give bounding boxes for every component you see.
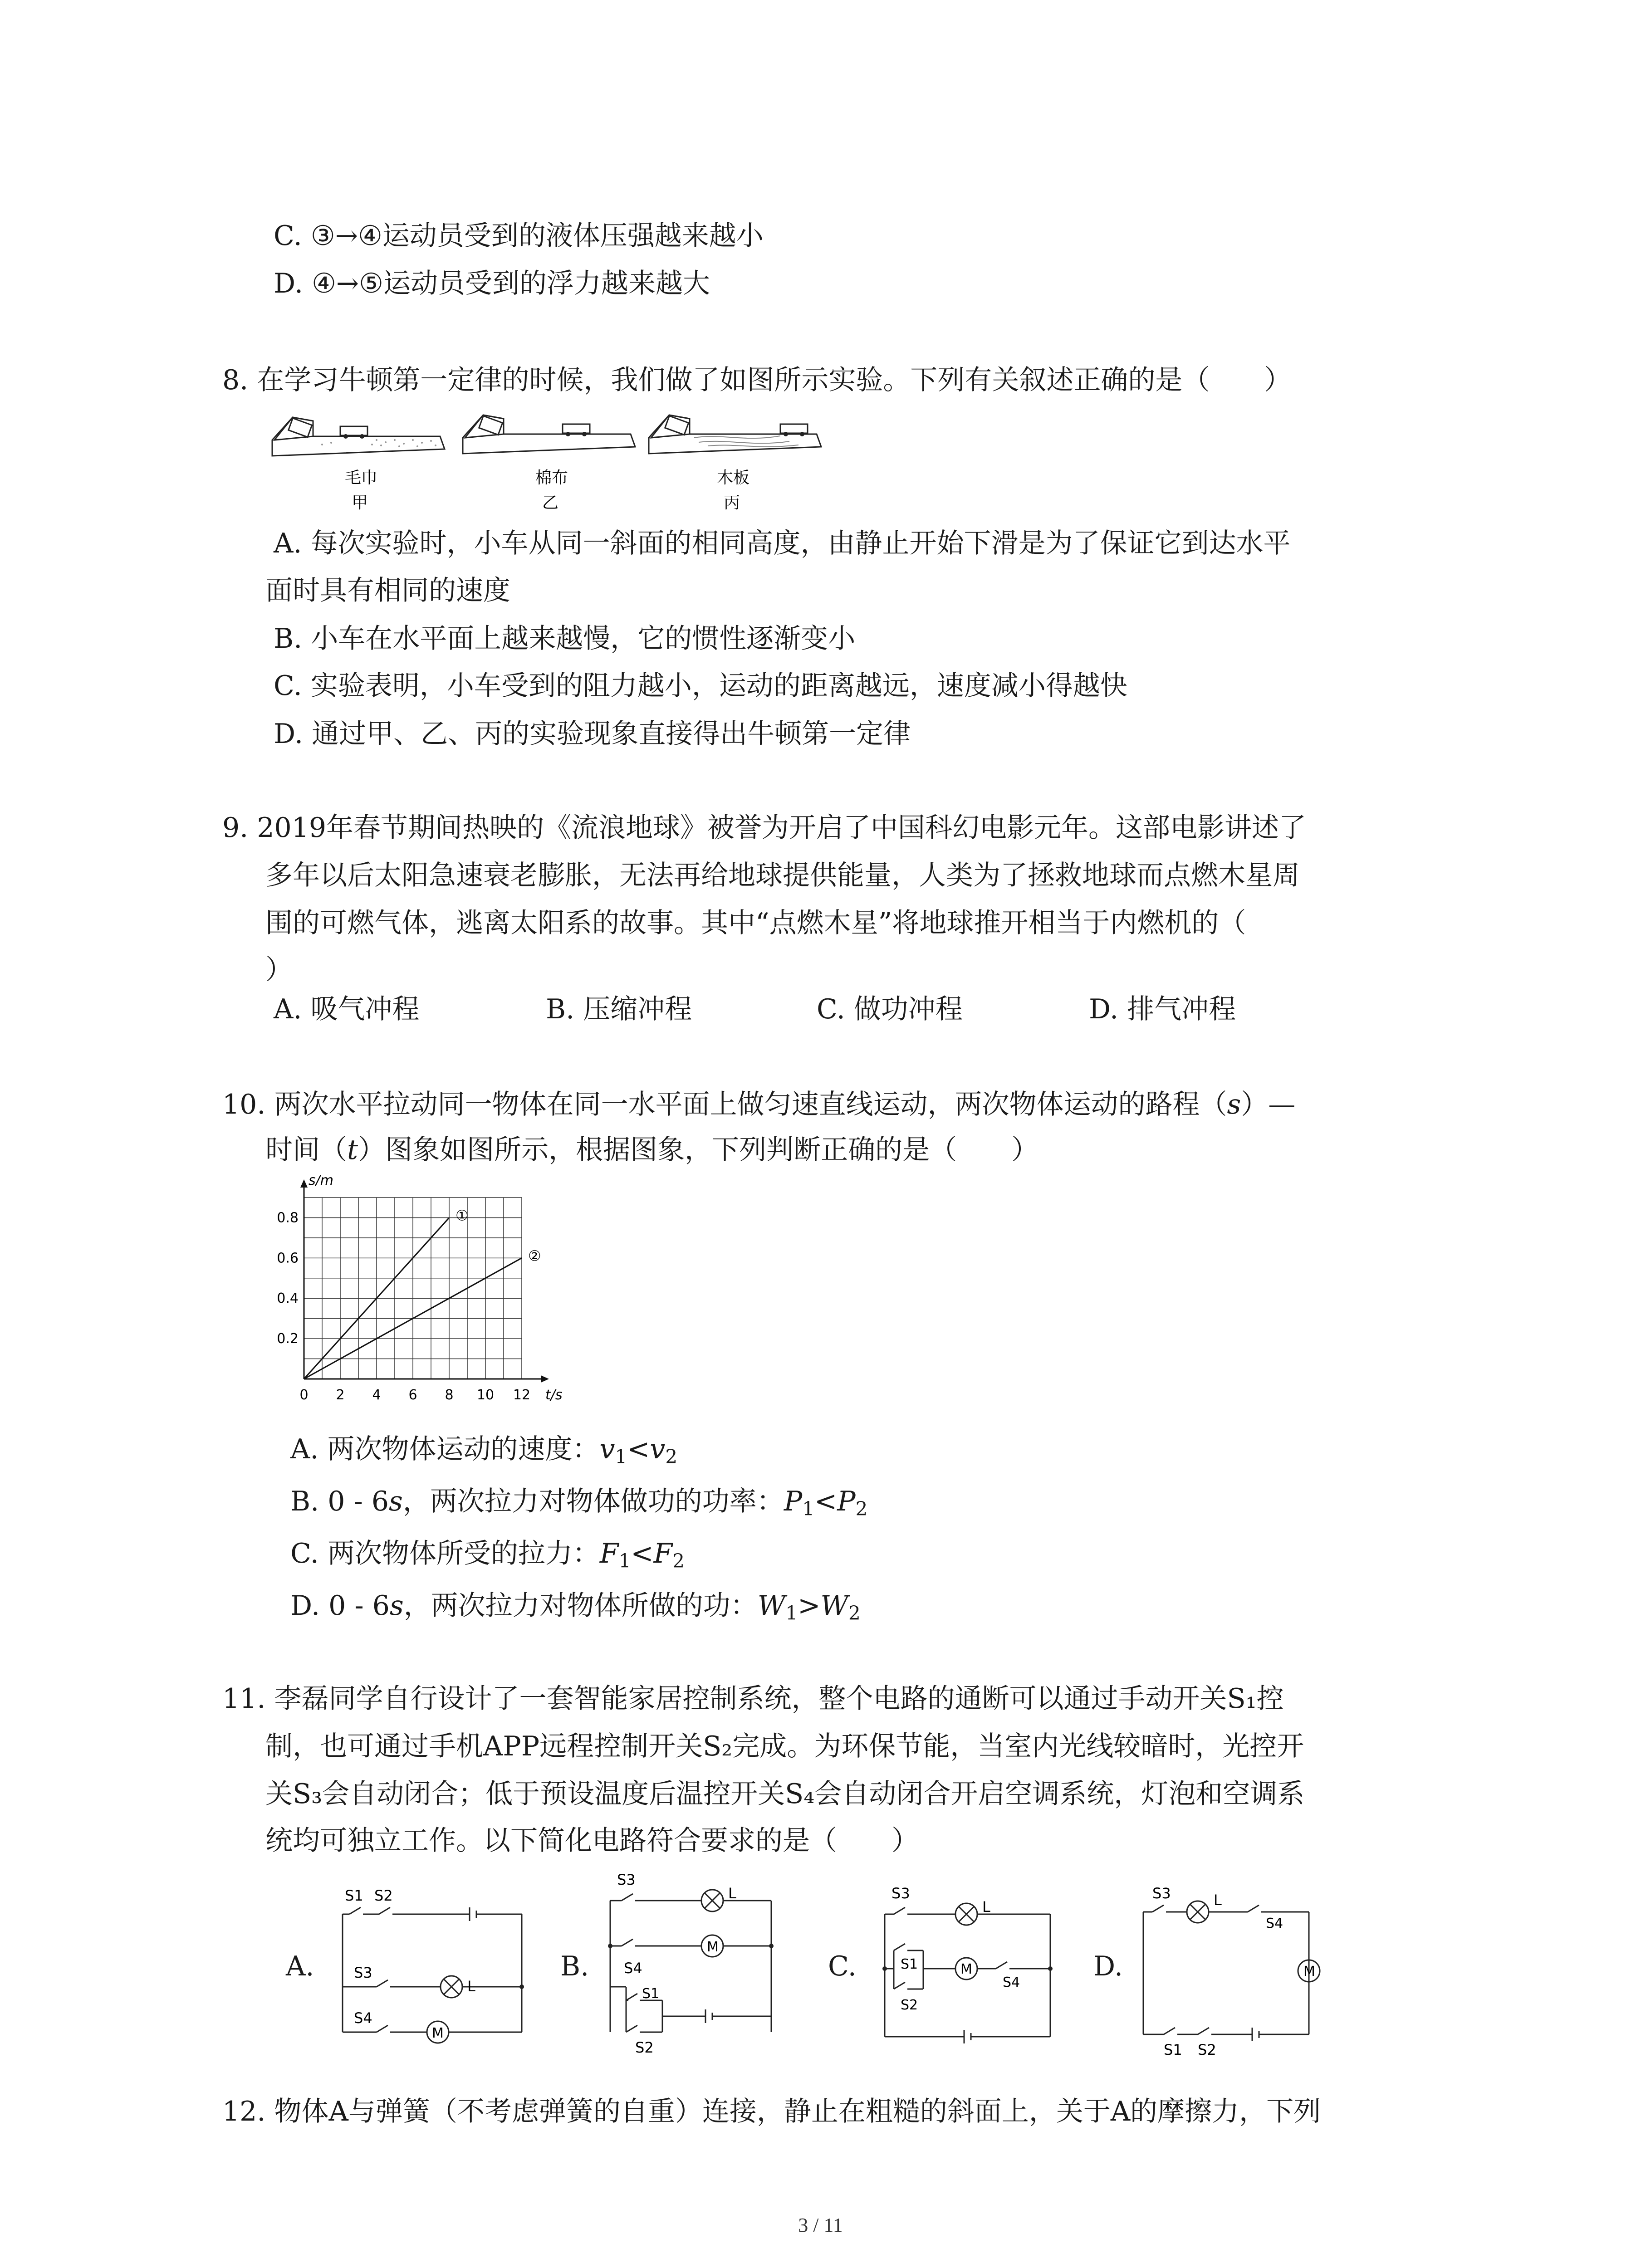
- q7-option-d: D. ④→⑤运动员受到的浮力越来越大: [274, 268, 710, 299]
- q10-option-a: A. 两次物体运动的速度：$v_1<v_2$: [290, 1433, 678, 1468]
- label-s3: S3: [892, 1885, 910, 1902]
- label-s3: S3: [1152, 1885, 1171, 1902]
- q11-stem-line1: 11. 李磊同学自行设计了一套智能家居控制系统，整个电路的通断可以通过手动开关S₁控: [222, 1683, 1284, 1715]
- fig-label-towel: 毛巾: [345, 469, 378, 487]
- label-s2: S2: [635, 2039, 654, 2056]
- q9-option-d: D. 排气冲程: [1089, 993, 1236, 1025]
- label-s4: S4: [624, 1960, 642, 1977]
- q12-stem-line1: 12. 物体A与弹簧（不考虑弹簧的自重）连接，静止在粗糙的斜面上，关于A的摩擦力，下列: [222, 2096, 1321, 2127]
- q11-option-a-label: A.: [286, 1950, 314, 1982]
- y-tick-label: 0.6: [277, 1250, 299, 1266]
- y-axis-label: s/m: [309, 1175, 333, 1188]
- q8-option-d: D. 通过甲、乙、丙的实验现象直接得出牛顿第一定律: [274, 718, 911, 750]
- slope-wood: [649, 415, 821, 454]
- label-lamp: L: [1214, 1892, 1222, 1909]
- label-s1: S1: [901, 1956, 918, 1972]
- q10-option-b: B. 0 - 6s，两次拉力对物体做功的功率：$P_1<P_2$: [290, 1486, 868, 1520]
- y-tick-label: 0.4: [277, 1290, 299, 1307]
- label-s3: S3: [617, 1871, 636, 1888]
- fig-label-yi: 乙: [542, 494, 559, 512]
- x-tick-label: 8: [445, 1387, 454, 1403]
- q9-stem-line1: 9. 2019年春节期间热映的《流浪地球》被誉为开启了中国科幻电影元年。这部电影讲述了: [222, 812, 1307, 844]
- label-s2: S2: [1198, 2041, 1216, 2058]
- q8-option-a-line2: 面时具有相同的速度: [265, 575, 510, 606]
- q10-option-c: C. 两次物体所受的拉力：$F_1<F_2$: [290, 1538, 685, 1572]
- q11-stem-line4: 统均可独立工作。以下简化电路符合要求的是（ ）: [265, 1825, 919, 1857]
- label-lamp: L: [728, 1885, 736, 1902]
- circuit-c: [873, 1878, 1064, 2059]
- label-motor: M: [707, 1939, 719, 1955]
- q8-figure: [268, 408, 853, 522]
- circuit-d: [1136, 1878, 1327, 2059]
- series-label-2: ②: [528, 1247, 541, 1265]
- y-tick-label: 0.2: [277, 1331, 299, 1347]
- q8-stem: 8. 在学习牛顿第一定律的时候，我们做了如图所示实验。下列有关叙述正确的是（ ）: [222, 364, 1292, 396]
- q10-option-d: D. 0 - 6s，两次拉力对物体所做的功：$W_1>W_2$: [290, 1590, 861, 1624]
- q11-option-c-label: C.: [828, 1950, 857, 1982]
- q7-option-c: C. ③→④运动员受到的液体压强越来越小: [274, 220, 764, 252]
- label-motor: M: [432, 2025, 444, 2041]
- y-tick-label: 0.8: [277, 1210, 299, 1226]
- slope-cotton: [463, 415, 635, 454]
- x-tick-label: 12: [513, 1387, 531, 1403]
- fig-label-wood: 木板: [717, 469, 750, 487]
- chart-axes: [300, 1179, 549, 1383]
- label-s1: S1: [642, 1986, 660, 2002]
- label-s4: S4: [1266, 1916, 1283, 1931]
- x-tick-label: 6: [408, 1387, 417, 1403]
- q9-stem-line3: 围的可燃气体，逃离太阳系的故事。其中“点燃木星”将地球推开相当于内燃机的（: [265, 907, 1246, 939]
- circuit-b: [603, 1864, 785, 2059]
- q11-option-d-label: D.: [1093, 1950, 1123, 1982]
- label-lamp: L: [982, 1898, 990, 1916]
- q9-stem-line4: ）: [265, 954, 293, 986]
- x-tick-label: 10: [476, 1387, 495, 1403]
- fig-label-jia: 甲: [352, 494, 368, 512]
- label-s3: S3: [354, 1964, 372, 1981]
- q8-option-b: B. 小车在水平面上越来越慢，它的惯性逐渐变小: [274, 623, 856, 655]
- q10-stem-line2: 时间（t）图象如图所示，根据图象，下列判断正确的是（ ）: [265, 1134, 1039, 1166]
- q8-option-a-line1: A. 每次实验时，小车从同一斜面的相同高度，由静止开始下滑是为了保证它到达水平: [274, 528, 1291, 559]
- x-tick-label: 0: [299, 1387, 309, 1403]
- label-s1: S1: [1164, 2041, 1182, 2058]
- slope-towel: [272, 417, 445, 456]
- circuit-a: [336, 1882, 535, 2055]
- q11-stem-line3: 关S₃会自动闭合；低于预设温度后温控开关S₄会自动闭合开启空调系统，灯泡和空调系: [265, 1778, 1305, 1810]
- series-label-1: ①: [456, 1207, 469, 1224]
- page-number: 3 / 11: [798, 2214, 843, 2236]
- q10-st-graph: [277, 1175, 585, 1406]
- label-motor: M: [1303, 1964, 1315, 1980]
- q11-stem-line2: 制，也可通过手机APP远程控制开关S₂完成。为环保节能，当室内光线较暗时，光控开: [265, 1730, 1304, 1762]
- label-lamp: L: [467, 1978, 475, 1995]
- y-axis-arrow: [300, 1179, 308, 1188]
- label-s4: S4: [1003, 1975, 1020, 1990]
- x-axis-arrow: [541, 1375, 549, 1383]
- label-s1: S1: [345, 1887, 363, 1904]
- chart-ticks: [277, 1175, 562, 1403]
- chart-grid: [304, 1198, 522, 1379]
- label-s4: S4: [354, 2009, 372, 2027]
- chart-series: [304, 1207, 541, 1379]
- q9-stem-line2: 多年以后太阳急速衰老膨胀，无法再给地球提供能量，人类为了拯救地球而点燃木星周: [265, 860, 1300, 891]
- q9-option-b: B. 压缩冲程: [546, 993, 692, 1025]
- x-axis-label: t/s: [545, 1387, 563, 1403]
- label-s2: S2: [374, 1887, 393, 1904]
- q9-option-c: C. 做功冲程: [817, 993, 963, 1025]
- q9-option-a: A. 吸气冲程: [274, 993, 420, 1025]
- q10-stem-line1: 10. 两次水平拉动同一物体在同一水平面上做匀速直线运动，两次物体运动的路程（s）—: [222, 1089, 1296, 1120]
- label-s2: S2: [901, 1997, 918, 2013]
- label-motor: M: [960, 1961, 972, 1977]
- q11-option-b-label: B.: [560, 1950, 589, 1982]
- x-tick-label: 4: [372, 1387, 381, 1403]
- x-tick-label: 2: [336, 1387, 345, 1403]
- q8-option-c: C. 实验表明，小车受到的阻力越小，运动的距离越远，速度减小得越快: [274, 670, 1127, 702]
- fig-label-bing: 丙: [724, 494, 740, 512]
- fig-label-cotton: 棉布: [535, 469, 568, 487]
